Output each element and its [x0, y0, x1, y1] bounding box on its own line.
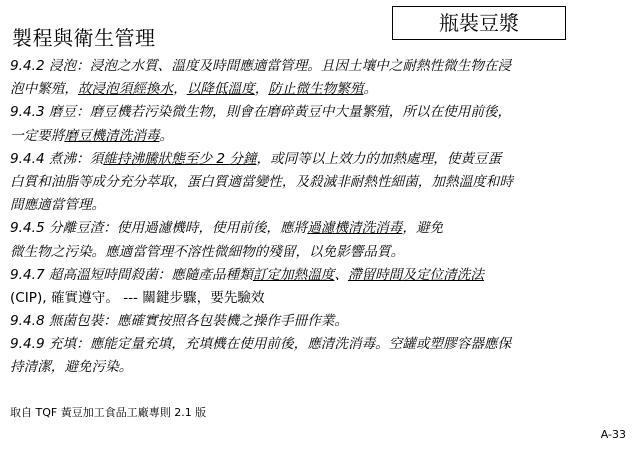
item-9-4-3-line-2 [10, 125, 630, 148]
underlined-text: 以降低溫度 [186, 81, 255, 98]
item-9-4-5-line-2: 微生物之污染。應適當管理不溶性微細物的殘留，以免影響品質。 [10, 243, 405, 260]
underlined-text: 2 [212, 150, 230, 167]
content-body [10, 55, 630, 380]
text-run: 9.4.5 分離豆渣：使用過濾機時，使用前後，應將 [10, 220, 308, 237]
text-run: ，避免 [402, 220, 444, 237]
product-badge: 瓶裝豆漿 [392, 6, 566, 40]
text-run: 9.4.7 超高溫短時間殺菌：應隨產品種類 [10, 266, 253, 283]
item-9-4-9-line-1: 9.4.9 充填：應能定量充填，充填機在使用前後，應清洗消毒。空罐或塑膠容器應保 [10, 336, 512, 353]
underlined-text: 滯留時間 [347, 266, 403, 283]
item-9-4-7-line-2: (CIP), 確實遵守。 --- 關鍵步驟，要先驗效 [10, 289, 265, 306]
underlined-text: 訂定加熱溫度 [252, 266, 335, 283]
item-9-4-5-line-1 [10, 217, 630, 240]
underlined-text: 磨豆機清洗消毒 [64, 127, 160, 144]
underlined-text: 分鐘 [229, 150, 257, 167]
underlined-text: 防止微生物繁殖 [268, 81, 364, 98]
text-run: ， [173, 81, 187, 98]
page-title: 製程與衛生管理 [12, 26, 156, 50]
text-run: 。 [159, 127, 174, 144]
underlined-text: 過濾機清洗消毒 [307, 220, 403, 237]
underlined-text: 及 [402, 266, 416, 283]
item-9-4-2-line-1: 9.4.2 浸泡：浸泡之水質、溫度及時間應適當管理。且因土壤中之耐熱性微生物在浸 [10, 58, 512, 74]
underlined-text: 故浸泡須經換水 [77, 81, 174, 98]
text-run: ， [254, 81, 269, 98]
item-9-4-4-line-2: 白質和油脂等成分充分萃取，蛋白質適當變性，及殺滅非耐熱性細菌，加熱溫度和時 [10, 173, 513, 190]
text-run: 9.4.4 煮沸：須 [10, 150, 104, 167]
item-9-4-3-line-1: 9.4.3 磨豆：磨豆機若污染微生物，則會在磨碎黃豆中大量繁殖，所以在使用前後， [10, 104, 512, 121]
text-run: ，或同等以上效力的加熱處理，使黃豆蛋 [256, 150, 502, 167]
source-note: 取自 TQF 黃豆加工食品工廠專則 2.1 版 [10, 406, 207, 419]
text-run: 、 [334, 266, 348, 283]
text-run: 泡中繁殖， [10, 81, 78, 98]
item-9-4-9-line-2: 持清潔，避免污染。 [10, 359, 133, 376]
item-9-4-4-line-3: 間應適當管理。 [10, 197, 106, 214]
underlined-text: 定位清洗法 [415, 266, 484, 283]
item-9-4-7-line-1 [10, 264, 630, 287]
page-number: A-33 [600, 428, 626, 441]
item-9-4-2-line-2 [10, 78, 630, 101]
underlined-text: 維持沸騰狀態至少 [103, 150, 213, 167]
item-9-4-4-line-1 [10, 148, 630, 171]
item-9-4-8-line: 9.4.8 無菌包裝：應確實按照各包裝機之操作手冊作業。 [10, 313, 348, 330]
text-run: 。 [363, 81, 378, 98]
text-run: 一定要將 [10, 127, 65, 144]
